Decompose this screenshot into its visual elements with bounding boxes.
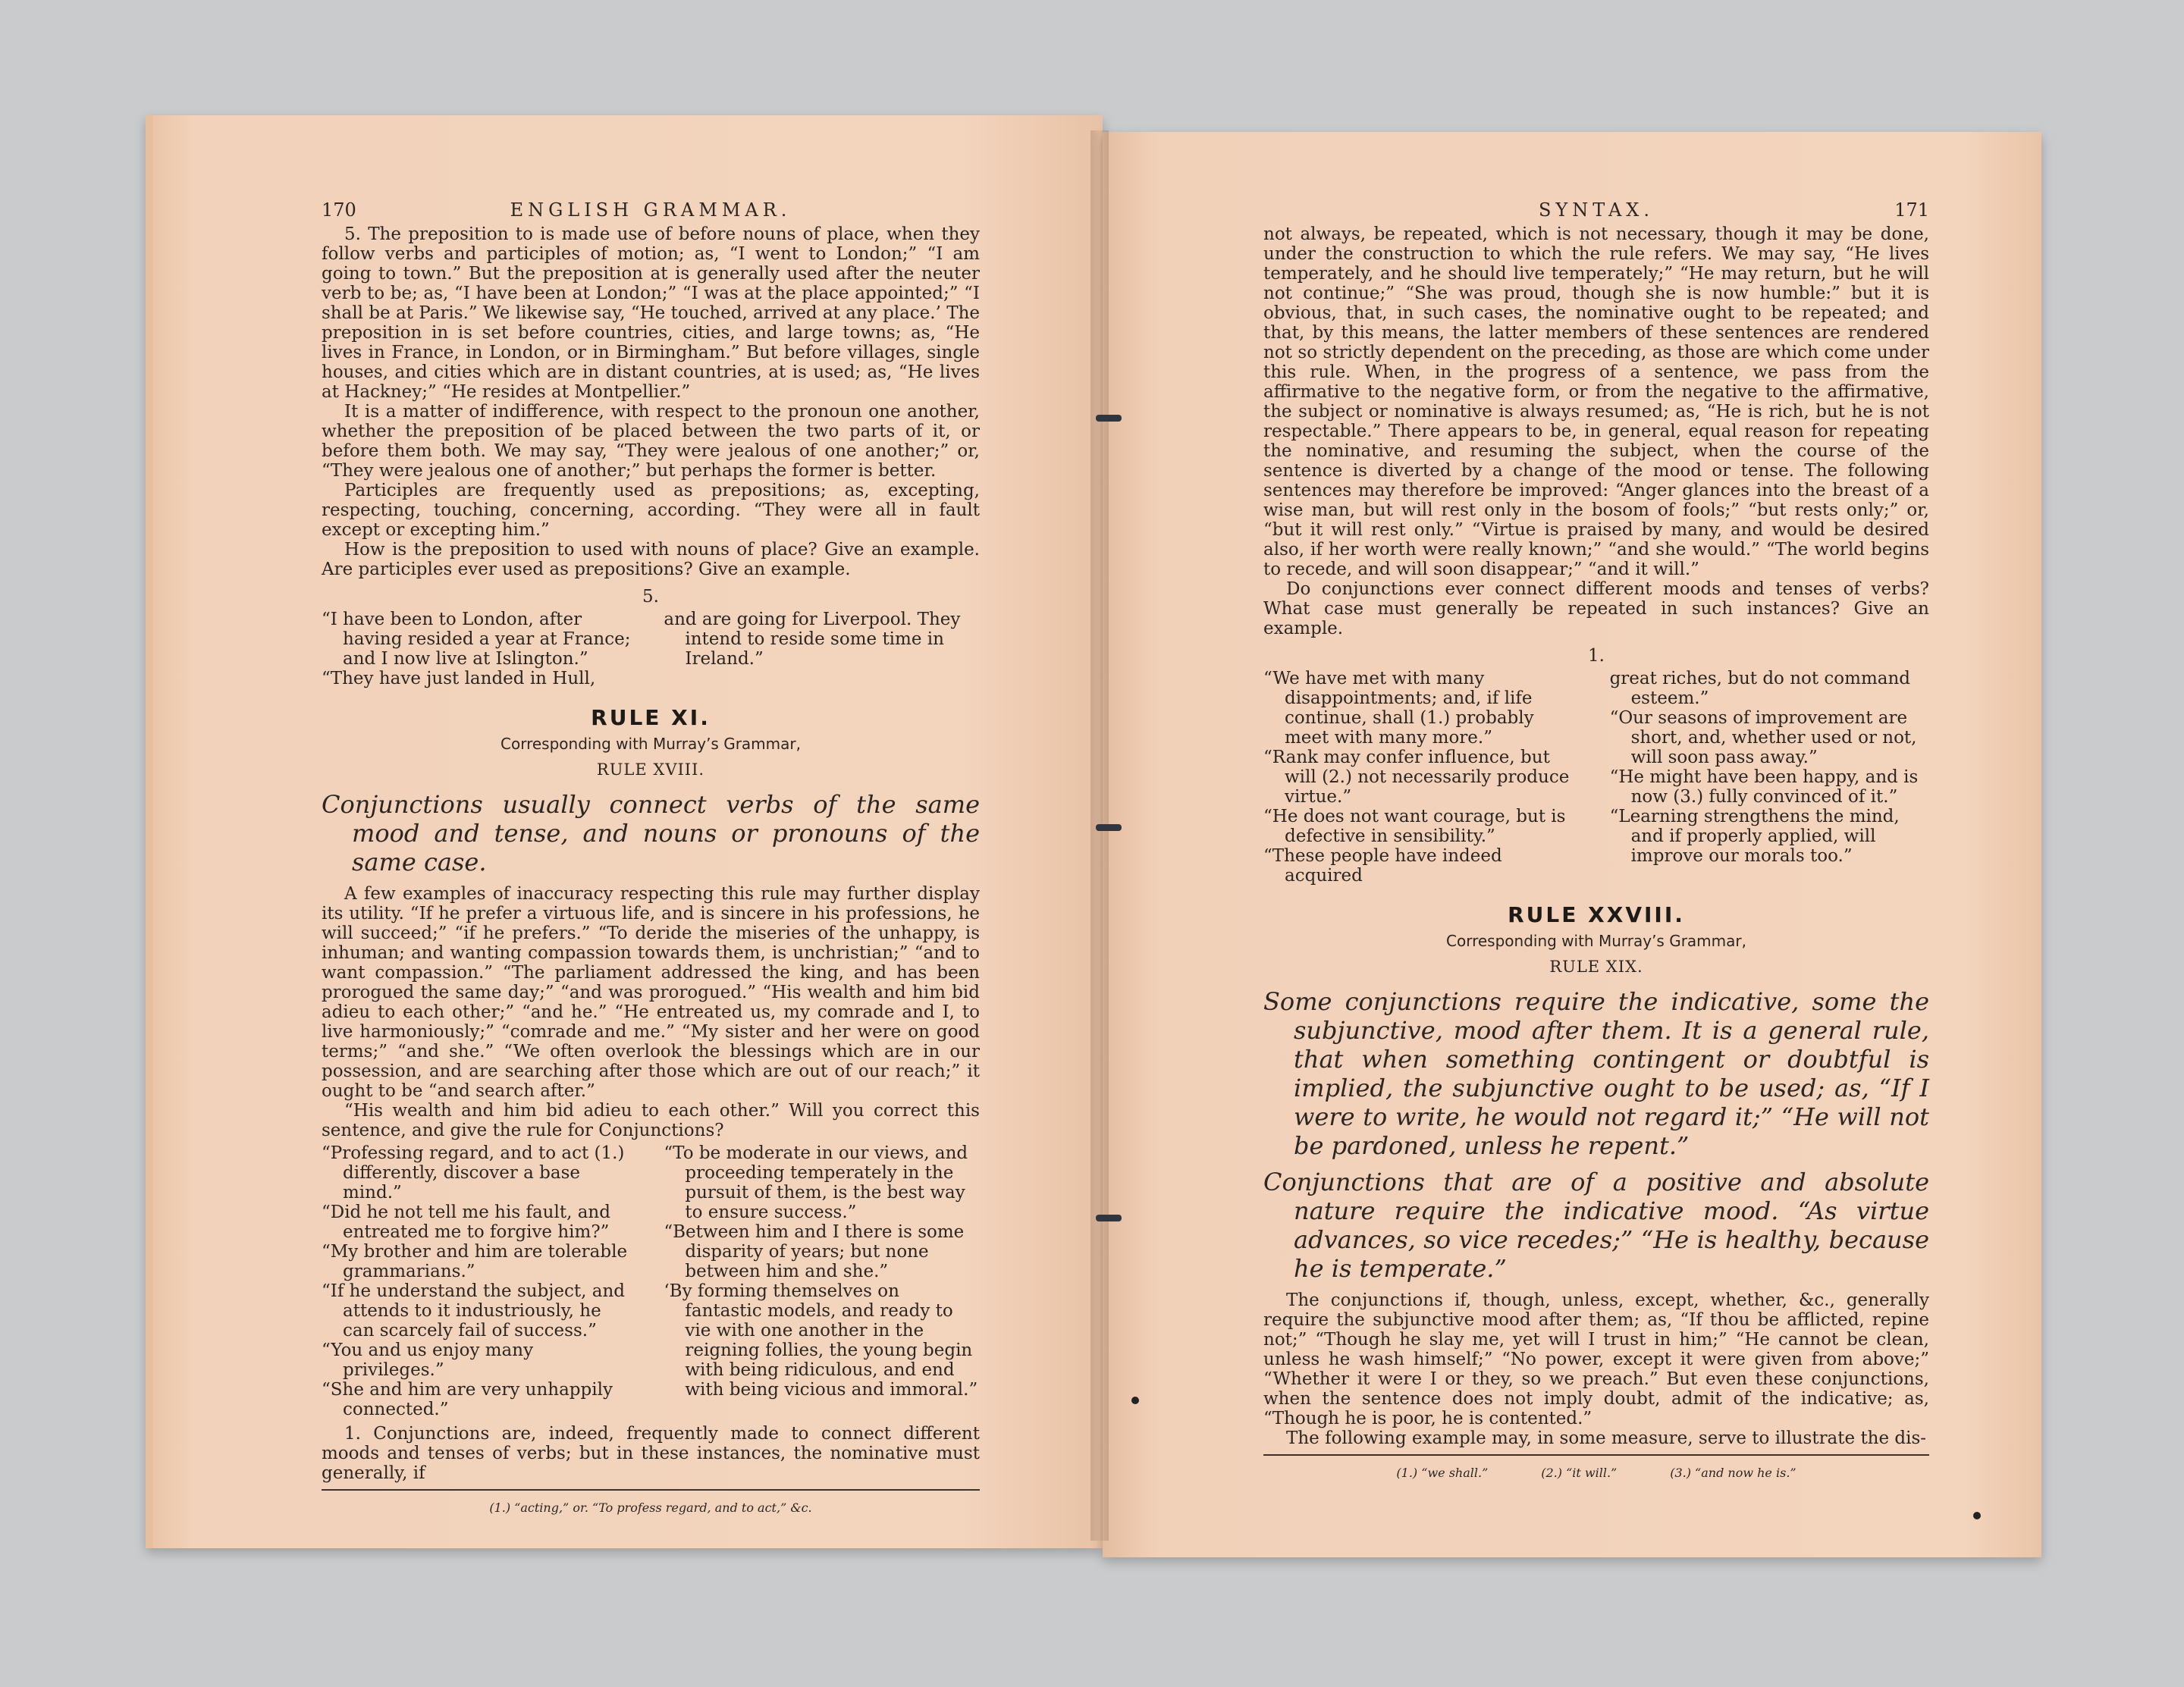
left-exercise2-columns xyxy=(322,1143,980,1419)
left-question: How is the preposition to used with nouns of place? Give an example. Are participles ever used as prepositions? Give an example. xyxy=(322,540,980,579)
exercise-item: “Our seasons of improvement are short, and, whether used or not, will soon pass away.” xyxy=(1609,708,1917,767)
exercise-item: “Professing regard, and to act (1.) differently, discover a base mind.” xyxy=(322,1143,625,1203)
right-footnote: (1.) “we shall.” xyxy=(1396,1466,1489,1480)
exercise-item: “She and him are very unhappily connected.” xyxy=(322,1380,613,1419)
exercise-item: “We have met with many disappointments; and, if life continue, shall (1.) probably meet with many more.” xyxy=(1263,669,1534,748)
binding-stitch xyxy=(1096,415,1122,422)
right-footnote: (3.) “and now he is.” xyxy=(1670,1466,1796,1480)
left-page-content xyxy=(322,200,980,1518)
left-exercise2-col1 xyxy=(322,1143,638,1419)
exercise-item: and are going for Liverpool. They intend to reside some time in Ireland.” xyxy=(664,610,961,669)
left-rule-reference: RULE XVIII. xyxy=(596,760,705,779)
right-question: Do conjunctions ever connect different moods and tenses of verbs? What case must generally be repeated in such instances? Give an example. xyxy=(1263,579,1929,638)
exercise-item: “I have been to London, after having resided a year at France; and I now live at Islington.” xyxy=(322,610,631,669)
exercise-item: “My brother and him are tolerable grammarians.” xyxy=(322,1242,628,1281)
right-footnotes xyxy=(1263,1454,1929,1483)
left-page xyxy=(146,115,1103,1548)
right-exercise-columns xyxy=(1263,669,1929,886)
right-rule-subtitle: Corresponding with Murray’s Grammar, xyxy=(1446,932,1746,950)
right-exercise-number: 1. xyxy=(1588,646,1605,666)
exercise-item: “Learning strengthens the mind, and if properly applied, will improve our morals too.” xyxy=(1609,807,1900,866)
right-rule-statement: Conjunctions that are of a positive and absolute nature require the indicative mood. “As virtue advances, so vice recedes;” “He is healthy, because he is temperate.” xyxy=(1263,1168,1929,1283)
left-rule-title: RULE XI. xyxy=(591,705,711,730)
book-gutter xyxy=(1090,130,1109,1541)
left-running-title: ENGLISH GRAMMAR. xyxy=(510,199,792,221)
binding-stitch xyxy=(1096,824,1122,831)
left-paragraph: 5. The preposition to is made use of before nouns of place, when they follow verbs and participles of motion; as, “I went to London;” “I am going to town.” But the preposition at is generally used after the neuter verb to be; as, “I have been at London;” “I was at the place appointed;” “I shall be at Paris.” We likewise say, “He touched, arrived at any place.’ The preposition in is set before countries, cities, and large towns; as, “He lives in France, in London, or in Birmingham.” But before villages, single houses, and cities which are in distant countries, at is used; as, “He lives at Hackney;” “He resides at Montpellier.” xyxy=(322,224,980,402)
right-rule-statement: Some conjunctions require the indicative, some the subjunctive, mood after them. It is a general rule, that when something contingent or doubtful is implied, the subjunctive ought to be used; as, “If I were to write, he would not regard it;” “He will not be pardoned, unless he repent.” xyxy=(1263,987,1929,1160)
exercise-item: “Did he not tell me his fault, and entreated me to forgive him?” xyxy=(322,1203,610,1242)
exercise-item: “They have just landed in Hull, xyxy=(322,669,596,688)
left-exercise-col1 xyxy=(322,610,638,688)
left-exercise-col2 xyxy=(664,610,980,688)
left-footnote: (1.) “acting,” or. “To profess regard, and to act,” &c. xyxy=(322,1489,980,1518)
right-rule-title: RULE XXVIII. xyxy=(1508,902,1685,927)
binding-stitch xyxy=(1096,1215,1122,1221)
exercise-item: ‘By forming themselves on fantastic models, and ready to vie with one another in the reigning follies, the young begin with being ridiculous, and end with being vicious and immoral.” xyxy=(664,1281,978,1400)
exercise-item: “He might have been happy, and is now (3.) fully convinced of it.” xyxy=(1609,767,1919,807)
ink-dot xyxy=(1973,1512,1981,1519)
left-rule-subtitle: Corresponding with Murray’s Grammar, xyxy=(500,735,801,753)
left-closing-paragraph: 1. Conjunctions are, indeed, frequently made to connect different moods and tenses of verbs; but in these instances, the nominative must generally, if xyxy=(322,1424,980,1483)
right-footnote: (2.) “it will.” xyxy=(1541,1466,1618,1480)
exercise-item: “You and us enjoy many privileges.” xyxy=(322,1341,534,1380)
left-rule-statement: Conjunctions usually connect verbs of the same mood and tense, and nouns or pronouns of the same case. xyxy=(322,790,980,876)
exercise-item: “To be moderate in our views, and proceeding temperately in the pursuit of them, is the best way to ensure success.” xyxy=(664,1143,968,1222)
exercise-item: “He does not want courage, but is defective in sensibility.” xyxy=(1263,807,1566,846)
right-closing-paragraph: The following example may, in some measure, serve to illustrate the dis- xyxy=(1286,1428,1927,1448)
exercise-item: “Between him and I there is some disparity of years; but none between him and she.” xyxy=(664,1222,965,1281)
ink-dot xyxy=(1131,1397,1139,1404)
left-paragraph: It is a matter of indifference, with respect to the pronoun one another, whether the preposition of be placed between the two parts of it, or before them both. We may say, “They were jealous of one another;” or, “They were jealous one of another;” but perhaps the former is better. xyxy=(322,402,980,481)
left-exercise2-col2 xyxy=(664,1143,980,1419)
right-exercise-col1 xyxy=(1263,669,1583,886)
left-running-head xyxy=(322,200,980,220)
right-running-title: SYNTAX. xyxy=(1538,199,1655,221)
left-body-paragraph: A few examples of inaccuracy respecting this rule may further display its utility. “If he prefer a virtuous life, and is sincere in his professions, he will succeed;” “if he prefers.” “To deride the miseries of the unhappy, is inhuman; and wanting compassion towards them, is unchristian;” “and to want compassion.” “The parliament addressed the king, and has been prorogued the same day;” “and was prorogued.” “His wealth and him bid adieu to each other;” “and he.” “He entreated us, my comrade and I, to live harmoniously;” “comrade and me.” “My sister and her were on good terms;” “and she.” “We often overlook the blessings which are in our possession, and are searching after those which are out of our reach;” it ought to be “and search after.” xyxy=(322,884,980,1101)
exercise-item: great riches, but do not command esteem.” xyxy=(1609,669,1911,708)
left-exercise-columns xyxy=(322,610,980,688)
right-rule-reference: RULE XIX. xyxy=(1549,958,1643,976)
exercise-item: “Rank may confer influence, but will (2.) not necessarily produce virtue.” xyxy=(1263,748,1570,807)
right-exercise-col2 xyxy=(1610,669,1929,886)
right-page-content xyxy=(1263,200,1929,1483)
open-book xyxy=(146,115,2041,1556)
right-running-head xyxy=(1263,200,1929,220)
right-paragraph: not always, be repeated, which is not necessary, though it may be done, under the construction to which the rule refers. We may say, “He lives temperately, and he should live temperately;” “He may return, but he will not continue;” “She was proud, though she is now humble:” but it is obvious, that, in such cases, the nominative ought to be repeated; and that, by this means, the latter members of these sentences are rendered not so strictly dependent on the preceding, as those are which come under this rule. When, in the progress of a sentence, we pass from the affirmative to the negative form, or from the negative to the affirmative, the subject or nominative is always resumed; as, “He is rich, but he is not respectable.” There appears to be, in general, equal reason for repeating the nominative, and resuming the subject, when the course of the sentence is diverted by a change of the mood or tense. The following sentences may therefore be improved: “Anger glances into the breast of a wise man, but will rest only in the bosom of fools;” “but rests only;” or, “but it will rest only.” “Virtue is praised by many, and would be desired also, if her worth were really known;” “and she would.” “The world begins to recede, and will soon disappear;” “and it will.” xyxy=(1263,224,1929,579)
left-paragraph: Participles are frequently used as prepositions; as, excepting, respecting, touching, concerning, according. “They were all in fault except or excepting him.” xyxy=(322,481,980,540)
right-page-number: 171 xyxy=(1894,199,1929,221)
exercise-item: “If he understand the subject, and attends to it industriously, he can scarcely fail of success.” xyxy=(322,1281,626,1341)
exercise-item: “These people have indeed acquired xyxy=(1263,846,1502,886)
right-closing-paragraph: The conjunctions if, though, unless, except, whether, &c., generally require the subjunctive mood after them; as, “If thou be afflicted, repine not;” “Though he slay me, yet will I trust in him;” “He cannot be clean, unless he wash himself;” “No power, except it were given from above;” “Whether it were I or they, so we preach.” But even these conjunctions, when the sentence does not imply doubt, admit of the indicative; as, “Though he is poor, he is contented.” xyxy=(1263,1290,1929,1428)
left-body-paragraph: “His wealth and him bid adieu to each other.” Will you correct this sentence, and give the rule for Conjunctions? xyxy=(322,1101,980,1140)
right-page xyxy=(1103,132,2041,1557)
left-exercise-number: 5. xyxy=(642,587,659,607)
left-page-number: 170 xyxy=(322,199,356,221)
